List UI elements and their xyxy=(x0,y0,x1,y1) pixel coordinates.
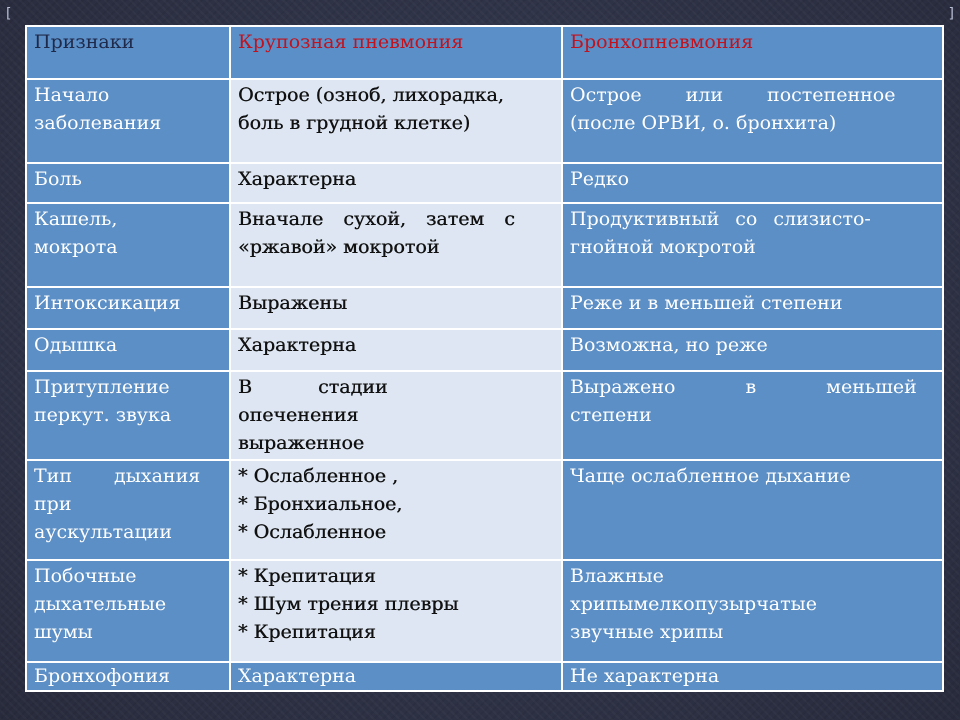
cell-line: Выражены xyxy=(238,292,348,314)
lobar-cell xyxy=(230,662,562,691)
cell-line: Одышка xyxy=(34,334,118,356)
cell-line: Характерна xyxy=(238,168,357,190)
feature-cell xyxy=(26,79,230,163)
cell-line: В стадии опеченения xyxy=(238,376,388,426)
lobar-cell xyxy=(230,460,562,560)
feature-cell xyxy=(26,460,230,560)
lobar-cell xyxy=(230,560,562,662)
lobar-cell xyxy=(230,163,562,203)
comparison-table xyxy=(25,25,944,692)
cell-line: Редко xyxy=(570,168,630,190)
broncho-cell xyxy=(562,460,943,560)
broncho-cell xyxy=(562,371,943,460)
lobar-cell xyxy=(230,287,562,329)
broncho-cell xyxy=(562,287,943,329)
feature-cell xyxy=(26,329,230,371)
table-row xyxy=(26,662,943,691)
lobar-cell xyxy=(230,371,562,460)
header-bronchopneumonia: Бронхопневмония xyxy=(562,26,943,79)
table-row xyxy=(26,79,943,163)
cell-line: Характерна xyxy=(238,665,357,687)
broncho-cell xyxy=(562,329,943,371)
cell-line: Острое или постепенное xyxy=(570,84,896,106)
cell-line: Бронхофония xyxy=(34,665,171,687)
header-row xyxy=(26,26,943,79)
cell-line: Начало xyxy=(34,84,110,106)
table-row xyxy=(26,163,943,203)
cell-line: * Ослабленное , xyxy=(238,465,398,487)
feature-cell xyxy=(26,163,230,203)
broncho-cell xyxy=(562,560,943,662)
cell-line: * Крепитация xyxy=(238,565,376,587)
feature-cell xyxy=(26,287,230,329)
lobar-cell xyxy=(230,79,562,163)
corner-bracket-right-icon: ] xyxy=(948,6,954,22)
cell-line: * Ослабленное xyxy=(238,521,386,543)
cell-line: шумы xyxy=(34,621,93,643)
cell-line: Боль xyxy=(34,168,82,190)
cell-line: гнойной мокротой xyxy=(570,236,756,258)
cell-line: Побочные xyxy=(34,565,137,587)
feature-cell xyxy=(26,371,230,460)
cell-line: Реже и в меньшей степени xyxy=(570,292,843,314)
cell-line: Характерна xyxy=(238,334,357,356)
cell-line: Острое (озноб, лихорадка, xyxy=(238,84,504,106)
cell-line: Кашель, xyxy=(34,208,118,230)
cell-line: (после ОРВИ, о. бронхита) xyxy=(570,112,837,134)
cell-line: * Крепитация xyxy=(238,621,376,643)
cell-line: степени xyxy=(570,404,652,426)
cell-line: Возможна, но реже xyxy=(570,334,768,356)
cell-line: * Шум трения плевры xyxy=(238,593,459,615)
cell-line: Продуктивный со слизисто- xyxy=(570,208,871,230)
cell-line: звучные хрипы xyxy=(570,621,724,643)
cell-line: * Бронхиальное, xyxy=(238,493,403,515)
cell-line: мокрота xyxy=(34,236,118,258)
cell-line: дыхательные xyxy=(34,593,167,615)
cell-line: при xyxy=(34,493,72,515)
cell-line: аускультации xyxy=(34,521,173,543)
table-row xyxy=(26,460,943,560)
lobar-cell xyxy=(230,203,562,287)
cell-line: Чаще ослабленное дыхание xyxy=(570,465,851,487)
cell-line: боль в грудной клетке) xyxy=(238,112,471,134)
broncho-cell xyxy=(562,203,943,287)
feature-cell xyxy=(26,662,230,691)
table-row xyxy=(26,560,943,662)
cell-line: выраженное xyxy=(238,432,365,454)
cell-line: Выражено в меньшей xyxy=(570,376,917,398)
cell-line: Влажные xyxy=(570,565,664,587)
table-row xyxy=(26,287,943,329)
header-features: Признаки xyxy=(26,26,230,79)
table-row xyxy=(26,371,943,460)
cell-line: Не характерна xyxy=(570,665,720,687)
broncho-cell xyxy=(562,79,943,163)
cell-line: Вначале сухой, затем с xyxy=(238,208,515,230)
broncho-cell xyxy=(562,662,943,691)
table-row xyxy=(26,329,943,371)
feature-cell xyxy=(26,560,230,662)
cell-line: хрипымелкопузырчатые xyxy=(570,593,817,615)
cell-line: Притупление xyxy=(34,376,170,398)
lobar-cell xyxy=(230,329,562,371)
cell-line: Интоксикация xyxy=(34,292,181,314)
broncho-cell xyxy=(562,163,943,203)
cell-line: перкут. звука xyxy=(34,404,172,426)
feature-cell xyxy=(26,203,230,287)
header-lobar-pneumonia: Крупозная пневмония xyxy=(230,26,562,79)
cell-line: заболевания xyxy=(34,112,162,134)
cell-line: Тип дыхания xyxy=(34,465,201,487)
corner-bracket-left-icon: [ xyxy=(6,6,12,22)
cell-line: «ржавой» мокротой xyxy=(238,236,440,258)
table-row xyxy=(26,203,943,287)
